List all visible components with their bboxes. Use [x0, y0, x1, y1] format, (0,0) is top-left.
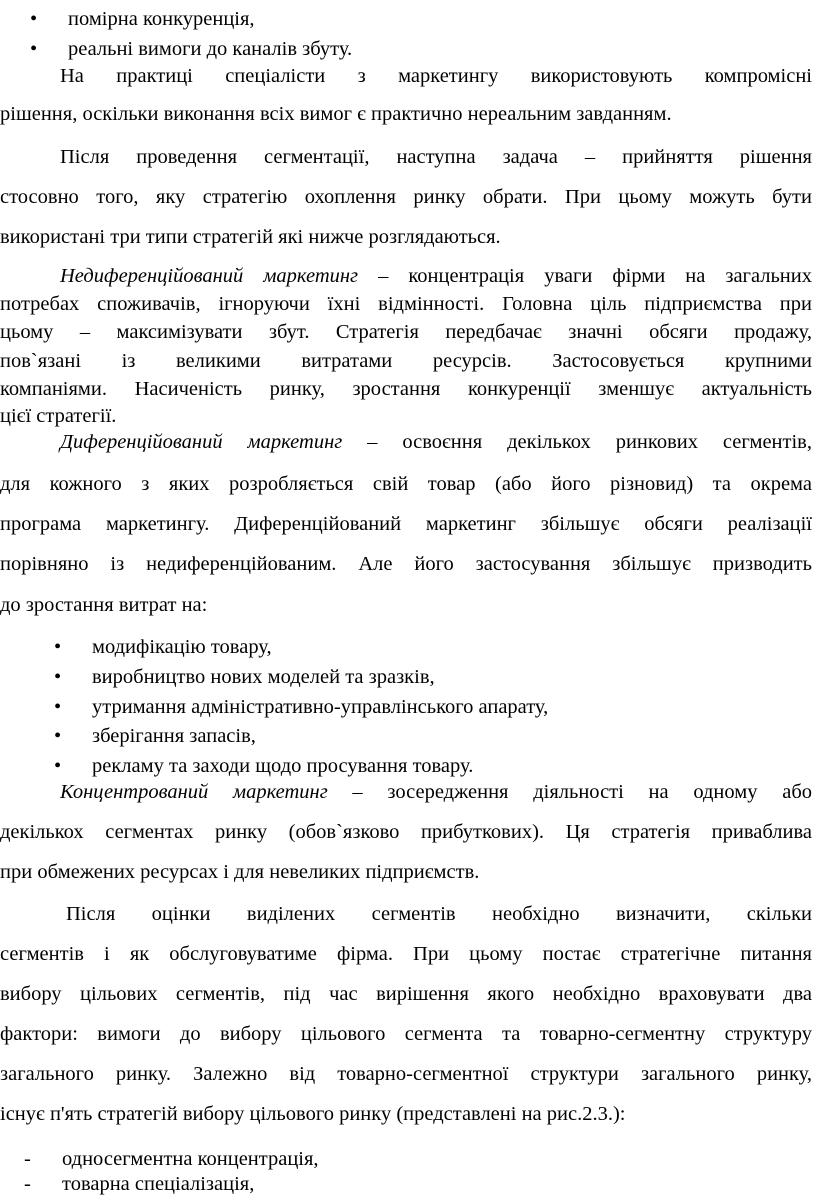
- list-item-text: рекламу та заходи щодо просування товару.: [92, 755, 474, 777]
- bullet-marker: •: [30, 38, 38, 60]
- paragraph-line: порівняно із недиференційованим. Але його застосування збільшує призводить: [0, 553, 812, 575]
- dash-marker: -: [24, 1173, 31, 1195]
- paragraph-text: освоєння декількох ринкових сегментів,: [377, 431, 812, 453]
- paragraph-line: програма маркетингу. Диференційований маркетинг збільшує обсяги реалізації: [0, 513, 812, 535]
- list-item-text: товарна спеціалізація,: [62, 1173, 255, 1195]
- bullet-marker: •: [54, 696, 62, 718]
- term-concentrated: Концентрований маркетинг –: [60, 781, 363, 803]
- bullet-marker: •: [54, 725, 62, 747]
- paragraph-line: потребах споживачів, ігноруючи їхні відмінності. Головна ціль підприємства при: [0, 293, 812, 315]
- list-item-text: помірна конкуренція,: [68, 8, 255, 30]
- paragraph-line: цьому – максимізувати збут. Стратегія передбачає значні обсяги продажу,: [0, 321, 812, 343]
- list-item-text: односегментна концентрація,: [62, 1148, 319, 1170]
- list-item-text: зберігання запасів,: [92, 725, 256, 747]
- paragraph-line: вибору цільових сегментів, під час вирішення якого необхідно враховувати два: [0, 983, 812, 1005]
- paragraph-line: стосовно того, яку стратегію охоплення ринку обрати. При цьому можуть бути: [0, 186, 812, 208]
- paragraph-line: цієї стратегії.: [0, 405, 117, 427]
- paragraph-line: існує п'ять стратегій вибору цільового ринку (представлені на рис.2.3.):: [0, 1103, 626, 1125]
- dash-marker: -: [24, 1148, 31, 1170]
- paragraph-text: зосередження діяльності на одному або: [362, 781, 812, 803]
- list-item-text: утримання адміністративно-управлінського апарату,: [92, 696, 549, 718]
- paragraph-line: декількох сегментах ринку (обов`язково прибуткових). Ця стратегія приваблива: [0, 821, 812, 843]
- paragraph-line: сегментів і як обслуговуватиме фірма. При цьому постає стратегічне питання: [0, 943, 812, 965]
- paragraph-line: фактори: вимоги до вибору цільового сегмента та товарно-сегментну структуру: [0, 1023, 812, 1045]
- term-differentiated: Диференційований маркетинг –: [60, 431, 378, 453]
- paragraph-line: Після оцінки виділених сегментів необхідно визначити, скільки: [66, 903, 812, 925]
- paragraph-line: рішення, оскільки виконання всіх вимог є практично нереальним завданням.: [0, 103, 672, 125]
- bullet-marker: •: [54, 636, 62, 658]
- bullet-marker: •: [54, 755, 62, 777]
- paragraph-line: для кожного з яких розробляється свій товар (або його різновид) та окрема: [0, 473, 812, 495]
- bullet-marker: •: [30, 8, 38, 30]
- list-item-text: виробництво нових моделей та зразків,: [92, 666, 435, 688]
- list-item-text: реальні вимоги до каналів збуту.: [68, 38, 353, 60]
- paragraph-line: використані три типи стратегій які нижче розглядаються.: [0, 226, 501, 248]
- paragraph-line: загального ринку. Залежно від товарно-сегментної структури загального ринку,: [0, 1063, 812, 1085]
- bullet-marker: •: [54, 666, 62, 688]
- term-undifferentiated: Недиференційований маркетинг –: [60, 265, 389, 287]
- paragraph-line: при обмежених ресурсах і для невеликих підприємств.: [0, 861, 480, 883]
- list-item-text: модифікацію товару,: [92, 636, 272, 658]
- paragraph-line: [60, 430, 812, 454]
- paragraph-line: На практиці спеціалісти з маркетингу використовують компромісні: [60, 65, 812, 87]
- paragraph-line: компаніями. Насиченість ринку, зростання конкуренції зменшує актуальність: [0, 378, 812, 400]
- paragraph-line: [60, 780, 812, 804]
- paragraph-text: концентрація уваги фірми на загальних: [388, 265, 812, 287]
- paragraph-line: [60, 264, 812, 288]
- paragraph-line: пов`язані із великими витратами ресурсів. Застосовується крупними: [0, 350, 812, 372]
- paragraph-line: до зростання витрат на:: [0, 594, 208, 616]
- paragraph-line: Після проведення сегментації, наступна задача – прийняття рішення: [60, 146, 812, 168]
